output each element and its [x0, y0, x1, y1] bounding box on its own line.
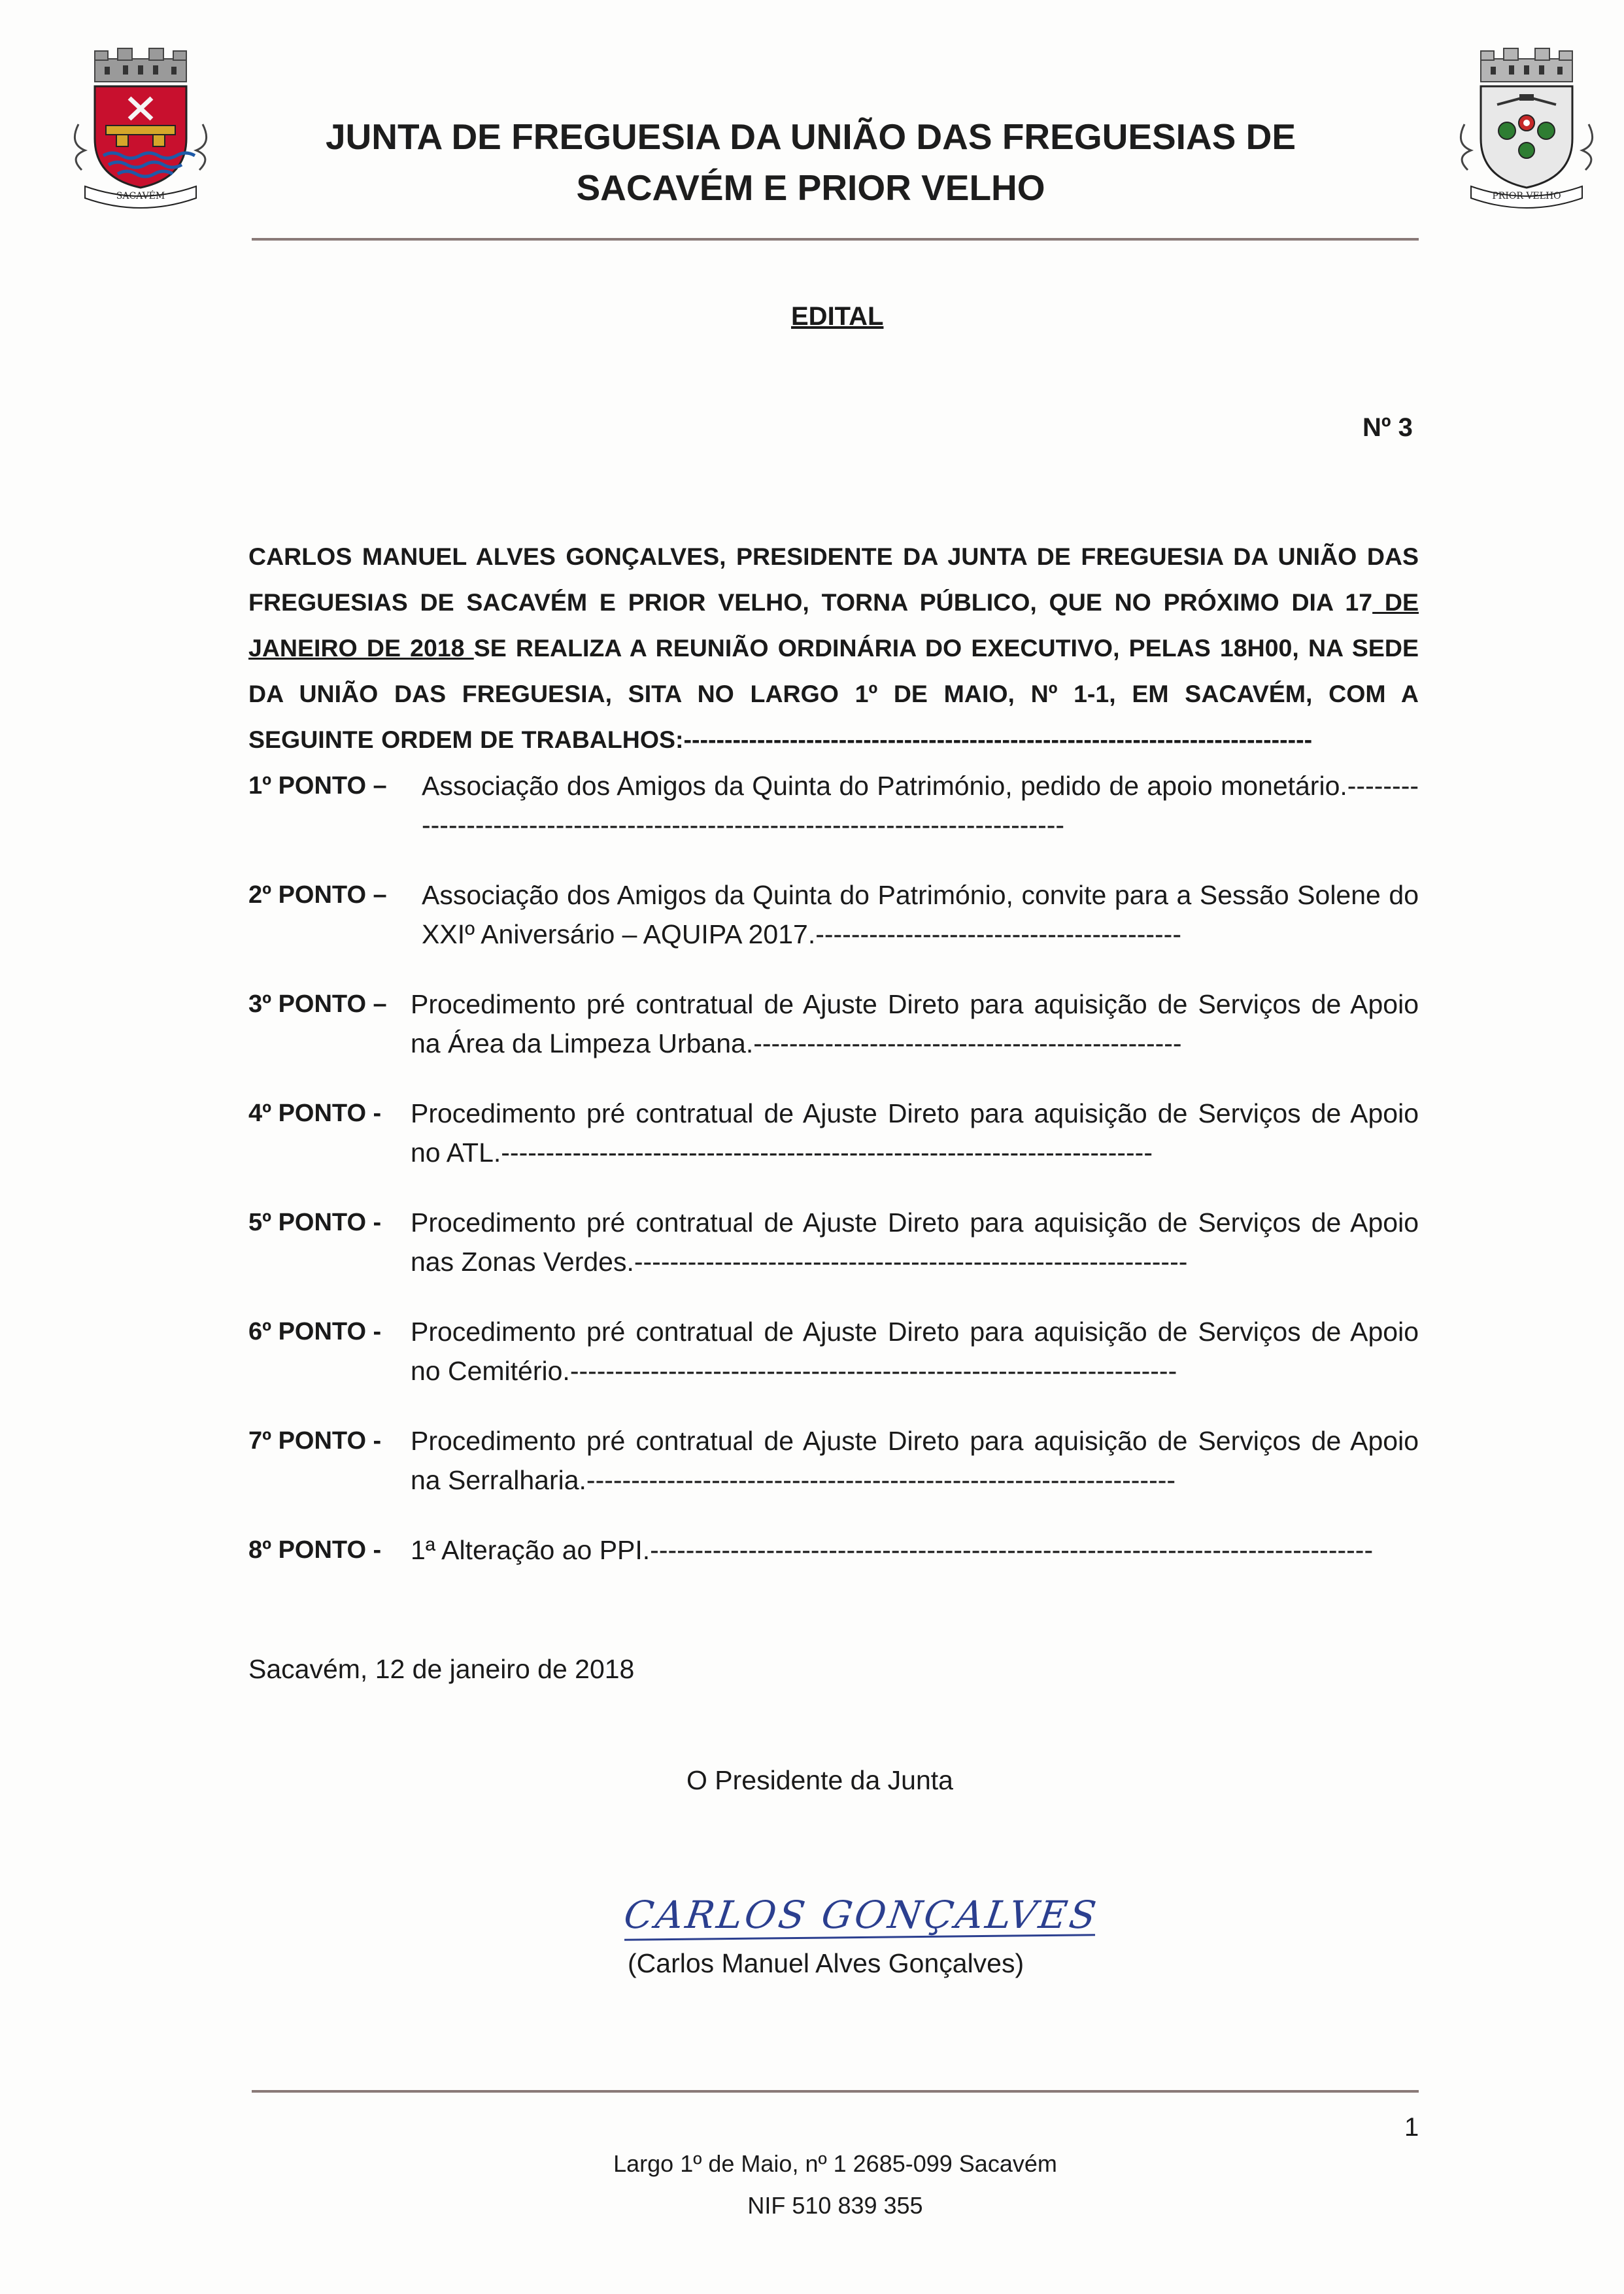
agenda-item [248, 1530, 1419, 1570]
agenda-item-text: Procedimento pré contratual de Ajuste Direto para aquisição de Serviços de Apoio na Serralharia.------------------------------------------------------------------ [411, 1426, 1419, 1495]
agenda-item-label: 6º PONTO - [248, 1318, 382, 1345]
agenda-item [248, 766, 1419, 845]
prior-velho-coat-of-arms-icon [1451, 46, 1602, 209]
agenda-item-text: Procedimento pré contratual de Ajuste Direto para aquisição de Serviços de Apoio no ATL.------------------------------------------------------------------------- [411, 1098, 1419, 1168]
agenda-item [248, 1421, 1419, 1500]
agenda-item [248, 1094, 1419, 1172]
agenda-item [248, 1312, 1419, 1391]
agenda-item-text: Procedimento pré contratual de Ajuste Direto para aquisição de Serviços de Apoio nas Zonas Verdes.-------------------------------------------------------------- [411, 1207, 1419, 1277]
handwritten-signature: CARLOS GONÇALVES [621, 1893, 1102, 1937]
header-title: JUNTA DE FREGUESIA DA UNIÃO DAS FREGUESIAS DE SACAVÉM E PRIOR VELHO [325, 116, 1296, 208]
intro-paragraph [248, 533, 1419, 762]
svg-text:PRIOR VELHO: PRIOR VELHO [1492, 191, 1561, 201]
agenda-list [248, 766, 1419, 1600]
agenda-item-label: 2º PONTO – [248, 881, 387, 909]
footer [252, 2143, 1419, 2227]
agenda-item-label: 4º PONTO - [248, 1100, 382, 1127]
document-number: Nº 3 [1362, 413, 1413, 442]
agenda-item-label: 5º PONTO - [248, 1209, 382, 1236]
agenda-item-text: Procedimento pré contratual de Ajuste Direto para aquisição de Serviços de Apoio na Área da Limpeza Urbana.------------------------------------------------ [411, 989, 1419, 1058]
agenda-item-text: Procedimento pré contratual de Ajuste Direto para aquisição de Serviços de Apoio no Cemitério.-------------------------------------------------------------------- [411, 1317, 1419, 1386]
agenda-item-label: 1º PONTO – [248, 772, 387, 800]
signatory-name: (Carlos Manuel Alves Gonçalves) [628, 1948, 1024, 1978]
agenda-item [248, 875, 1419, 954]
agenda-item [248, 985, 1419, 1063]
footer-nif: NIF 510 839 355 [747, 2192, 923, 2219]
sacavem-coat-of-arms-icon [65, 46, 216, 209]
header-divider [252, 238, 1419, 241]
place-and-date: Sacavém, 12 de janeiro de 2018 [248, 1654, 635, 1684]
signatory-title: O Presidente da Junta [686, 1765, 953, 1795]
agenda-item [248, 1203, 1419, 1281]
agenda-item-label: 7º PONTO - [248, 1427, 382, 1455]
footer-divider [252, 2090, 1419, 2093]
agenda-item-label: 3º PONTO – [248, 990, 387, 1018]
agenda-item-text: 1ª Alteração ao PPI.--------------------------------------------------------------------------------- [411, 1535, 1374, 1565]
page-number: 1 [1404, 2113, 1419, 2142]
agenda-item-text: Associação dos Amigos da Quinta do Património, convite para a Sessão Solene do XXIº Aniversário – AQUIPA 2017.----------------------------------------- [422, 880, 1419, 949]
agenda-item-label: 8º PONTO - [248, 1536, 382, 1564]
footer-address: Largo 1º de Maio, nº 1 2685-099 Sacavém [613, 2150, 1057, 2177]
document-title: EDITAL [791, 302, 884, 331]
svg-text:SACAVÉM: SACAVÉM [116, 191, 165, 201]
intro-text-1: CARLOS MANUEL ALVES GONÇALVES, PRESIDENTE DA JUNTA DE FREGUESIA DA UNIÃO DAS FREGUESIAS DE SACAVÉM E PRIOR VELHO, TORNA PÚBLICO, QUE NO PRÓXIMO DIA 17 [248, 543, 1419, 616]
intro-meeting-date: DE JANEIRO DE 2018 [248, 588, 1419, 662]
agenda-item-text: Associação dos Amigos da Quinta do Património, pedido de apoio monetário.-------------------------------------------------------------------------------- [422, 771, 1419, 840]
intro-text-2: SE REALIZA A REUNIÃO ORDINÁRIA DO EXECUTIVO, PELAS 18H00, NA SEDE DA UNIÃO DAS FREGUESIA, SITA NO LARGO 1º DE MAIO, Nº 1-1, EM SACAVÉM, COM A SEGUINTE ORDEM DE TRABALHOS:----------------------------------------------------------------------------- [248, 634, 1419, 753]
